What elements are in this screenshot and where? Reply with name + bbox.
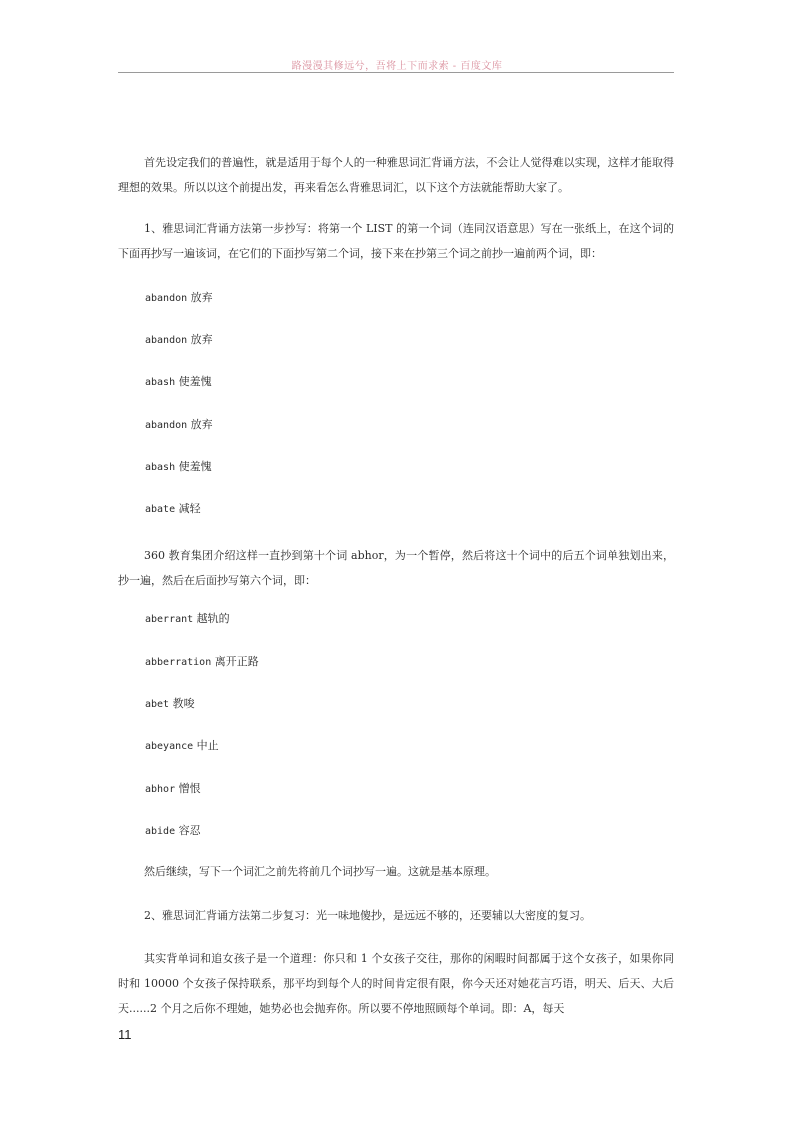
vocab-word: abash	[145, 377, 176, 388]
vocab-meaning: 放弃	[190, 333, 213, 346]
vocab-word: abate	[145, 504, 176, 515]
vocab-word: abandon	[145, 420, 188, 431]
vocab-word: abeyance	[145, 741, 194, 752]
step2-paragraph: 2、雅思词汇背诵方法第二步复习：光一味地傻抄，是远远不够的，还要辅以大密度的复习。	[144, 909, 591, 922]
vocab-word: abide	[145, 826, 176, 837]
vocab-meaning: 放弃	[190, 418, 213, 431]
continue-paragraph: 然后继续，写下一个词汇之前先将前几个词抄写一遍。这就是基本原理。	[144, 865, 496, 878]
mid-paragraph: 360 教育集团介绍这样一直抄到第十个词 abhor，为一个暂停，然后将这十个词中的后五个词单独划出来，抄一遍，然后在后面抄写第六个词，即：	[118, 549, 674, 587]
vocab-word: abet	[145, 699, 170, 710]
page-number: 11	[118, 1027, 132, 1042]
vocab-word: abandon	[145, 335, 188, 346]
vocab-item	[145, 291, 213, 306]
header-divider	[118, 72, 674, 73]
analogy-paragraph: 其实背单词和追女孩子是一个道理：你只和 1 个女孩子交往，那你的闲暇时间都属于这个女孩子，如果你同时和 10000 个女孩子保持联系，那平均到每个人的时间肯定很有限，你今天还对她花言巧语，明天、后天、大后天......2 个月之后你不理她，她势必也会抛弃你。所以要不停地照顾每个单词。即：A，每天	[118, 952, 674, 1015]
vocab-meaning: 教唆	[172, 697, 195, 710]
intro-paragraph: 首先设定我们的普遍性，就是适用于每个人的一种雅思词汇背诵方法，不会让人觉得难以实现，这样才能取得理想的效果。所以以这个前提出发，再来看怎么背雅思词汇，以下这个方法就能帮助大家了。	[118, 156, 674, 194]
vocab-word: aberrant	[145, 614, 194, 625]
vocab-item	[145, 612, 230, 627]
vocab-item	[145, 655, 259, 670]
vocab-item	[145, 333, 213, 348]
vocab-meaning: 离开正路	[214, 655, 259, 668]
vocab-meaning: 容忍	[178, 824, 201, 837]
page-header-title: 路漫漫其修远兮，吾将上下而求索 - 百度文库	[291, 61, 503, 72]
vocab-item	[145, 418, 213, 433]
vocab-word: abash	[145, 462, 176, 473]
vocab-meaning: 放弃	[190, 291, 213, 304]
vocab-item	[145, 739, 219, 754]
vocab-meaning: 使羞愧	[178, 375, 212, 388]
vocab-meaning: 使羞愧	[178, 460, 212, 473]
vocab-word: abhor	[145, 784, 176, 795]
vocab-item	[145, 460, 212, 475]
vocab-item	[145, 697, 195, 712]
vocab-meaning: 减轻	[178, 502, 201, 515]
step1-paragraph: 1、雅思词汇背诵方法第一步抄写：将第一个 LIST 的第一个词（连同汉语意思）写在一张纸上，在这个词的下面再抄写一遍该词，在它们的下面抄写第二个词，接下来在抄第三个词之前抄一遍前两个词，即：	[118, 222, 674, 260]
vocab-item	[145, 375, 212, 390]
vocab-meaning: 憎恨	[178, 782, 201, 795]
vocab-word: abandon	[145, 293, 188, 304]
vocab-meaning: 中止	[196, 739, 219, 752]
vocab-item	[145, 782, 201, 797]
vocab-word: abberration	[145, 657, 212, 668]
vocab-item	[145, 824, 201, 839]
vocab-item	[145, 502, 201, 517]
vocab-meaning: 越轨的	[196, 612, 230, 625]
